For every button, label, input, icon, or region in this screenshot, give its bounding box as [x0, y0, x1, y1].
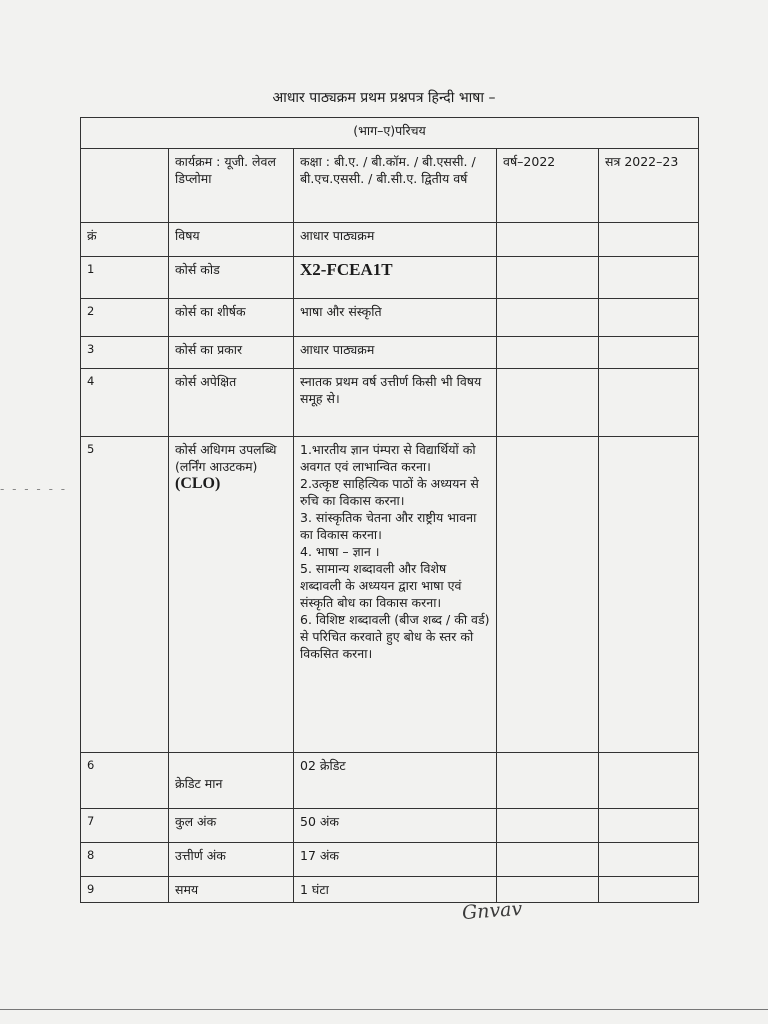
row-label: कोर्स अधिगम उपलब्धि (लर्निंग आउटकम)	[175, 442, 277, 474]
row-label: कुल अंक	[169, 809, 294, 843]
outcome-item: 1.भारतीय ज्ञान पंम्परा से विद्यार्थियों को अवगत एवं लाभान्वित करना।	[300, 442, 476, 474]
row-number: 1	[81, 257, 169, 299]
program-class: कक्षा : बी.ए. / बी.कॉम. / बी.एससी. / बी.एच.एससी. / बी.सी.ए. द्वितीय वर्ष	[294, 149, 497, 223]
row-label: कोर्स कोड	[169, 257, 294, 299]
outcome-item: 3. सांस्कृतिक चेतना और राष्ट्रीय भावना का विकास करना।	[300, 510, 477, 542]
table-row	[81, 809, 699, 843]
program-label: कार्यक्रम : यूजी. लेवल डिप्लोमा	[169, 149, 294, 223]
program-row	[81, 149, 699, 223]
table-row	[81, 369, 699, 437]
row-label: क्रेडिट मान	[169, 753, 294, 809]
empty-cell	[81, 149, 169, 223]
row-value: भाषा और संस्कृति	[294, 299, 497, 337]
row-number: 4	[81, 369, 169, 437]
document-title: आधार पाठ्यक्रम प्रथम प्रश्नपत्र हिन्दी भाषा –	[272, 90, 496, 106]
table-row	[81, 299, 699, 337]
row-value: 1 घंटा	[294, 877, 497, 903]
table-row	[81, 437, 699, 753]
row-number: 7	[81, 809, 169, 843]
table-row	[81, 843, 699, 877]
outcome-item: 5. सामान्य शब्दावली और विशेष शब्दावली के अध्ययन द्वारा भाषा एवं संस्कृति बोध का विकास करना।	[300, 561, 462, 610]
clo-abbreviation: (CLO)	[175, 475, 221, 492]
outcome-item: 2.उत्कृष्ट साहित्यिक पाठों के अध्ययन से रुचि का विकास करना।	[300, 476, 479, 508]
row-label: कोर्स का प्रकार	[169, 337, 294, 369]
serial-header: क्रं	[81, 223, 169, 257]
row-number: 5	[81, 437, 169, 753]
row-number: 9	[81, 877, 169, 903]
subject-value: आधार पाठ्यक्रम	[294, 223, 497, 257]
table-row	[81, 753, 699, 809]
page-edge-line	[0, 1009, 768, 1010]
row-number: 8	[81, 843, 169, 877]
table-row	[81, 877, 699, 903]
program-session: सत्र 2022–23	[599, 149, 699, 223]
part-header-row	[81, 118, 699, 149]
outcome-item: 6. विशिष्ट शब्दावली (बीज शब्द / की वर्ड) से परिचित करवाते हुए बोध के स्तर को विकसित करना।	[300, 612, 490, 661]
row-label: समय	[169, 877, 294, 903]
table-header-row	[81, 223, 699, 257]
row-label: कोर्स अपेक्षित	[169, 369, 294, 437]
handwritten-signature: Gnvav	[461, 897, 523, 925]
row-label: उत्तीर्ण अंक	[169, 843, 294, 877]
outcomes-list	[294, 437, 497, 753]
part-header: (भाग–ए)परिचय	[81, 118, 699, 149]
row-value: 50 अंक	[294, 809, 497, 843]
row-value: 02 क्रेडिट	[294, 753, 497, 809]
row-value: 17 अंक	[294, 843, 497, 877]
row-number: 3	[81, 337, 169, 369]
margin-mark: - - - - - -	[0, 482, 68, 496]
row-number: 2	[81, 299, 169, 337]
program-year: वर्ष–2022	[497, 149, 599, 223]
table-row	[81, 257, 699, 299]
course-code: X2-FCEA1T	[300, 260, 393, 279]
subject-header: विषय	[169, 223, 294, 257]
table-row	[81, 337, 699, 369]
row-label: कोर्स का शीर्षक	[169, 299, 294, 337]
course-info-table	[80, 117, 699, 903]
row-value: स्नातक प्रथम वर्ष उत्तीर्ण किसी भी विषय समूह से।	[294, 369, 497, 437]
row-value: आधार पाठ्यक्रम	[294, 337, 497, 369]
row-number: 6	[81, 753, 169, 809]
outcome-item: 4. भाषा – ज्ञान ।	[300, 544, 380, 559]
